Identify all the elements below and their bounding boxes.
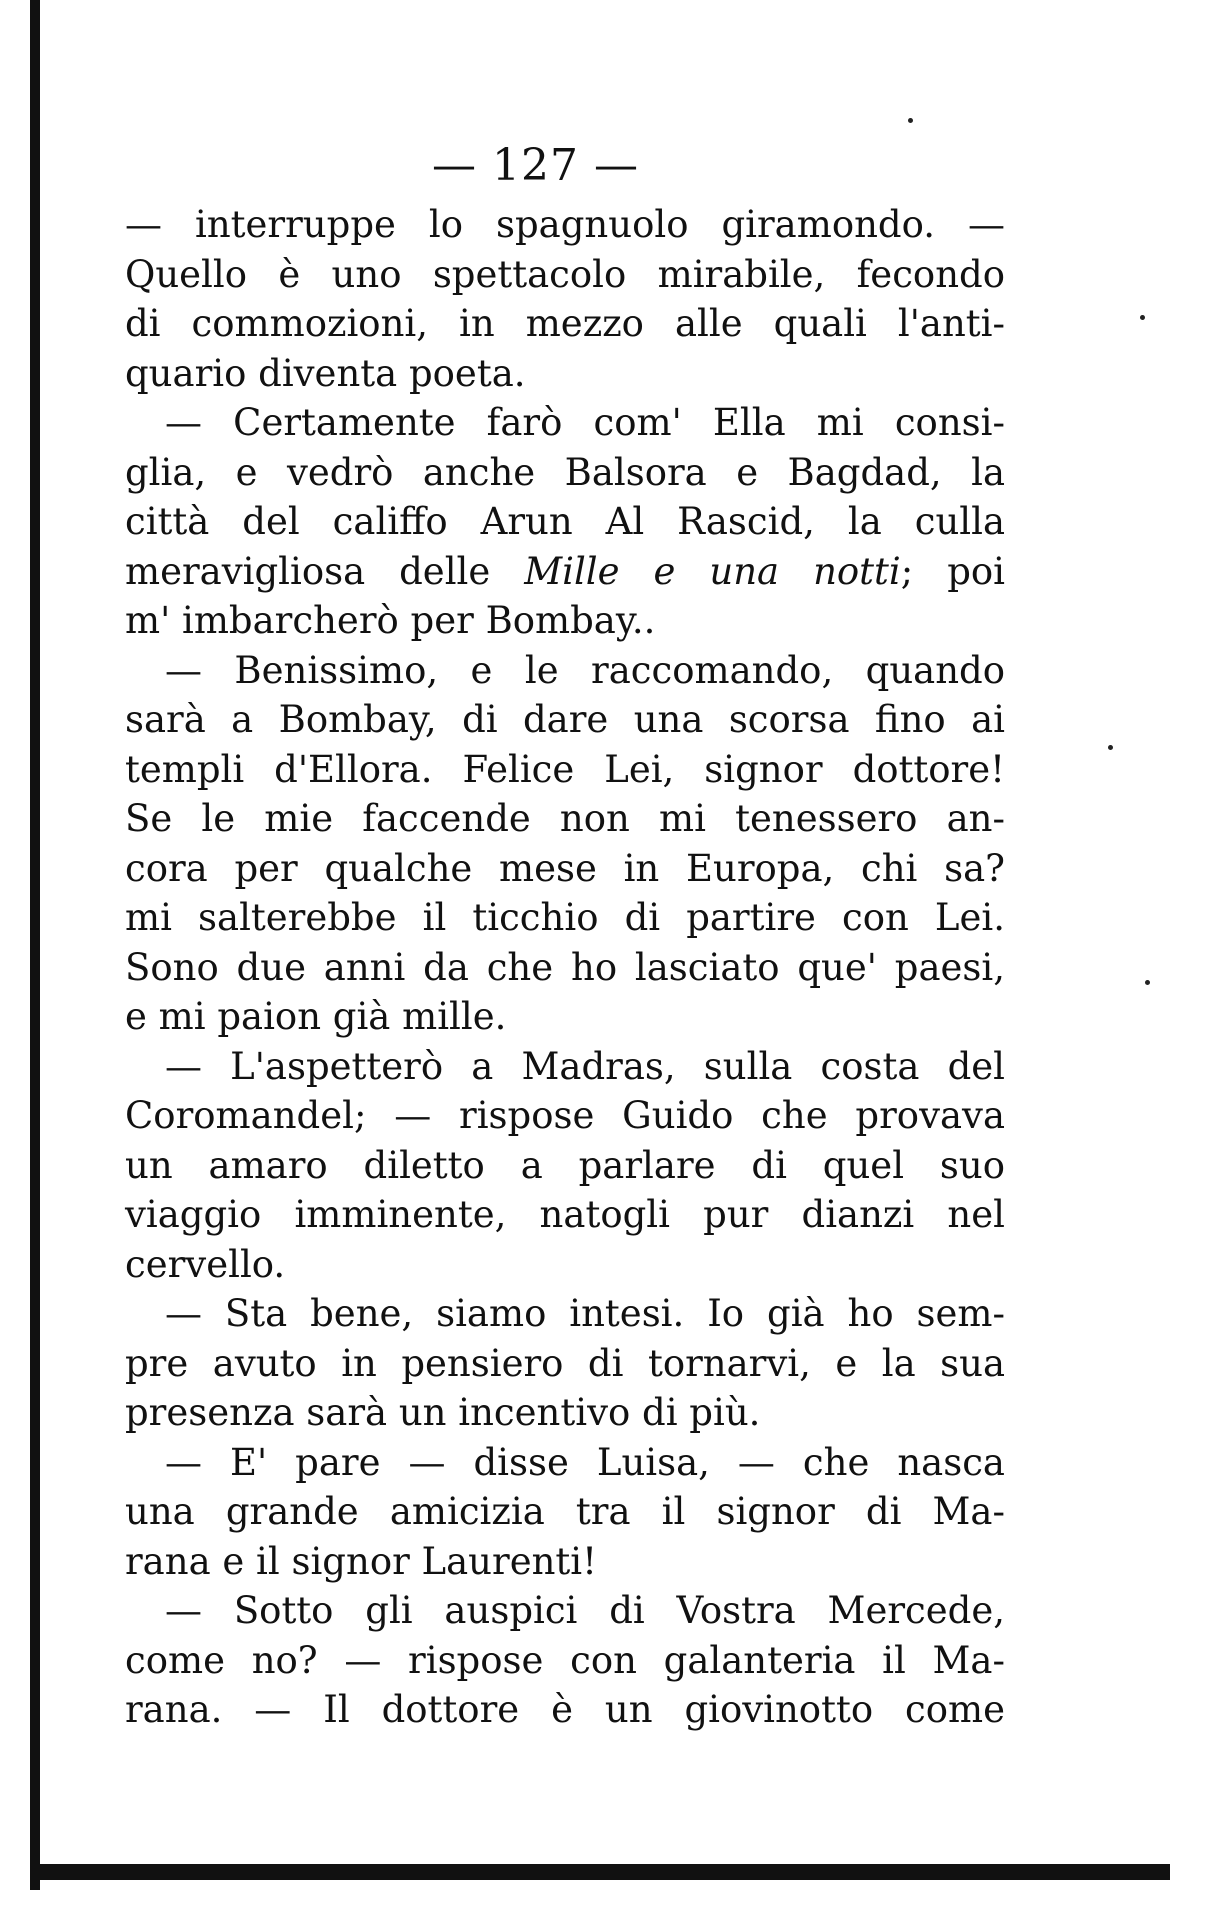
- scan-speck: [1145, 980, 1150, 985]
- text-line: — L'aspetterò a Madras, sulla costa del: [165, 1044, 1005, 1088]
- text-segment: ; poi: [900, 549, 1006, 593]
- text-line: e mi paion già mille.: [125, 995, 507, 1038]
- book-spine-edge: [30, 0, 40, 1890]
- page-text: [125, 200, 1005, 1735]
- text-line: m' imbarcherò per Bombay..: [125, 599, 656, 642]
- text-line: presenza sarà un incentivo di più.: [125, 1391, 761, 1434]
- scan-speck: [1140, 315, 1145, 320]
- text-line: — E' pare — disse Luisa, — che nasca: [165, 1440, 1005, 1484]
- scan-speck: [1108, 745, 1113, 750]
- text-line: di commozioni, in mezzo alle quali l'anti-: [125, 302, 1005, 345]
- scan-speck: [908, 118, 913, 123]
- text-line: un amaro diletto a parlare di quel suo: [125, 1143, 1005, 1187]
- book-title-italic: Mille e una notti: [524, 549, 901, 593]
- page-number: — 127 —: [432, 140, 639, 191]
- text-line: cora per qualche mese in Europa, chi sa?: [125, 846, 1005, 890]
- text-line: mi salterebbe il ticchio di partire con Lei.: [125, 896, 1005, 939]
- text-line: rana e il signor Laurenti!: [125, 1539, 597, 1583]
- text-line: cervello.: [125, 1242, 286, 1286]
- text-line: come no? — rispose con galanteria il Ma-: [125, 1638, 1005, 1682]
- text-line: — Certamente farò com' Ella mi consi-: [165, 401, 1005, 444]
- text-line: una grande amicizia tra il signor di Ma-: [125, 1490, 1005, 1533]
- text-line: quario diventa poeta.: [125, 351, 526, 395]
- text-line: pre avuto in pensiero di tornarvi, e la sua: [125, 1341, 1005, 1385]
- text-line: — interruppe lo spagnuolo giramondo. —: [125, 203, 1005, 246]
- text-line: glia, e vedrò anche Balsora e Bagdad, la: [125, 450, 1005, 494]
- text-line: sarà a Bombay, di dare una scorsa fino ai: [125, 698, 1005, 741]
- text-line: — Benissimo, e le raccomando, quando: [165, 648, 1005, 692]
- text-line: Sono due anni da che ho lasciato que' paesi,: [125, 945, 1005, 989]
- text-line: — Sta bene, siamo intesi. Io già ho sem-: [165, 1292, 1005, 1335]
- text-line: Quello è uno spettacolo mirabile, fecondo: [125, 252, 1005, 296]
- text-line: viaggio imminente, natogli pur dianzi nel: [125, 1193, 1005, 1236]
- text-line: Coromandel; — rispose Guido che provava: [125, 1094, 1005, 1137]
- text-line: Se le mie faccende non mi tenessero an-: [125, 797, 1005, 840]
- page-bottom-edge: [30, 1864, 1170, 1880]
- text-line: rana. — Il dottore è un giovinotto come: [125, 1688, 1005, 1731]
- text-segment: meravigliosa delle: [125, 549, 525, 593]
- text-line: templi d'Ellora. Felice Lei, signor dottore!: [125, 747, 1005, 791]
- text-line: — Sotto gli auspici di Vostra Mercede,: [165, 1589, 1005, 1632]
- text-line-italic-title: [125, 547, 1005, 597]
- text-line: città del califfo Arun Al Rascid, la culla: [125, 500, 1005, 543]
